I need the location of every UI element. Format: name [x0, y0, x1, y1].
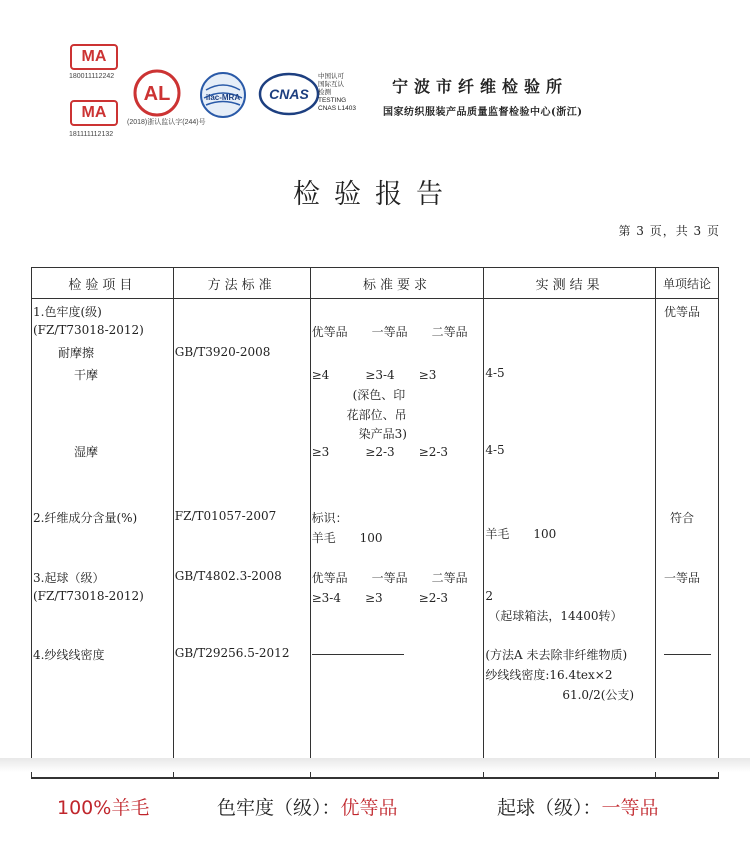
method-pilling: GB/T4802.3-2008 — [174, 569, 282, 583]
header-method: 方法标准 — [173, 268, 310, 299]
cma-logo-text: MA — [81, 48, 107, 65]
result-yarn-method: (方法A 未去除非纤维物质) — [485, 648, 628, 662]
conclusion-fiber: 符合 — [670, 511, 695, 525]
page-info: 第 3 页，共 3 页 — [618, 224, 720, 238]
result-wet: 4-5 — [485, 443, 505, 457]
cnas-text-line: CNAS L1403 — [318, 105, 356, 112]
col-conclusion — [656, 299, 719, 779]
ilac-logo-text: ilac-MRA — [205, 93, 241, 102]
result-dry: 4-5 — [485, 366, 505, 380]
report-title: 检验报告 — [293, 179, 457, 210]
col-result — [484, 299, 656, 779]
footer-pilling-label: 起球（级）： — [497, 797, 602, 819]
inspection-table — [31, 267, 719, 779]
table-body-row — [32, 299, 719, 779]
footer-pilling-value: 一等品 — [601, 797, 659, 819]
cma-number-top: 180011112242 — [69, 73, 115, 80]
item-dry: 干摩 — [74, 368, 99, 382]
item-rubbing: 耐摩擦 — [58, 346, 95, 360]
cnas-logo-text: CNAS — [269, 86, 309, 102]
method-yarn: GB/T29256.5-2012 — [174, 646, 290, 660]
req-note: (深色、印 — [352, 388, 406, 402]
req-yarn-dash — [312, 654, 404, 655]
item-pilling: 3.起球（级） — [33, 571, 105, 585]
header-conclusion: 单项结论 — [656, 268, 719, 299]
item-wet: 湿摩 — [74, 445, 99, 459]
ilac-mra-logo — [198, 70, 248, 120]
col-requirement — [310, 299, 484, 779]
cal-logo-text: AL — [143, 83, 171, 105]
result-yarn-value: 纱线线密度:16.4tex×2 — [485, 668, 613, 682]
item-colorfast: 1.色牢度(级) — [33, 305, 102, 319]
req-note: 染产品3) — [358, 427, 407, 441]
org-subtitle: 国家纺织服装产品质量监督检验中心(浙江) — [383, 107, 583, 118]
req-dry: ≥4 ≥3-4 ≥3 — [311, 368, 437, 382]
result-yarn-metric: 61.0/2(公支) — [562, 688, 635, 702]
cnas-text-line: TESTING — [318, 97, 347, 104]
org-name: 宁波市纤维检验所 — [392, 77, 569, 96]
req-note: 花部位、吊 — [346, 408, 407, 422]
cal-logo — [132, 68, 182, 118]
cnas-text-line: 中国认可 — [318, 73, 344, 80]
req-grades-pilling: 优等品 一等品 二等品 — [311, 571, 468, 585]
cma-logo-bottom — [70, 100, 118, 126]
cal-caption: (2018)浙认监认字(244)号 — [127, 119, 206, 126]
item-fiber: 2.纤维成分含量(%) — [33, 511, 138, 525]
req-label: 标识： — [311, 511, 348, 525]
result-pilling: 2 — [485, 589, 493, 603]
item-pilling-std: (FZ/T73018-2012) — [33, 589, 144, 603]
col-method — [173, 299, 310, 779]
req-fiber: 羊毛 100 — [311, 531, 383, 545]
result-fiber: 羊毛 100 — [485, 527, 557, 541]
table-header-row — [32, 268, 719, 299]
req-pilling: ≥3-4 ≥3 ≥2-3 — [311, 591, 449, 605]
method-fiber: FZ/T01057-2007 — [174, 509, 277, 523]
req-grades: 优等品 一等品 二等品 — [311, 325, 468, 339]
footer-material: 100%羊毛 — [57, 797, 150, 819]
cma-logo-text: MA — [81, 104, 107, 121]
item-yarn: 4.纱线线密度 — [33, 648, 105, 662]
col-item — [32, 299, 174, 779]
footer-colorfast-label: 色牢度（级）： — [217, 797, 341, 819]
header-requirement: 标准要求 — [310, 268, 484, 299]
method-colorfast: GB/T3920-2008 — [174, 345, 271, 359]
cma-logo-top — [70, 44, 118, 70]
footer-colorfast-value: 优等品 — [340, 797, 398, 819]
cnas-logo — [258, 72, 320, 116]
conclusion-yarn-dash — [664, 654, 711, 655]
footer-pilling — [497, 793, 659, 820]
header-item: 检验项目 — [32, 268, 174, 299]
result-pilling-method: （起球箱法，14400转） — [488, 609, 623, 623]
cma-number-bottom: 181111112132 — [69, 131, 114, 138]
item-colorfast-std: (FZ/T73018-2012) — [33, 323, 144, 337]
req-wet: ≥3 ≥2-3 ≥2-3 — [311, 445, 449, 459]
conclusion-colorfast: 优等品 — [664, 305, 701, 319]
cnas-text-line: 国际互认 — [318, 81, 344, 88]
cnas-text — [318, 73, 356, 113]
conclusion-pilling: 一等品 — [664, 571, 701, 585]
footer-colorfast — [217, 793, 398, 820]
header-result: 实测结果 — [484, 268, 656, 299]
cnas-text-line: 检测 — [318, 89, 331, 96]
footer-divider — [0, 758, 750, 772]
